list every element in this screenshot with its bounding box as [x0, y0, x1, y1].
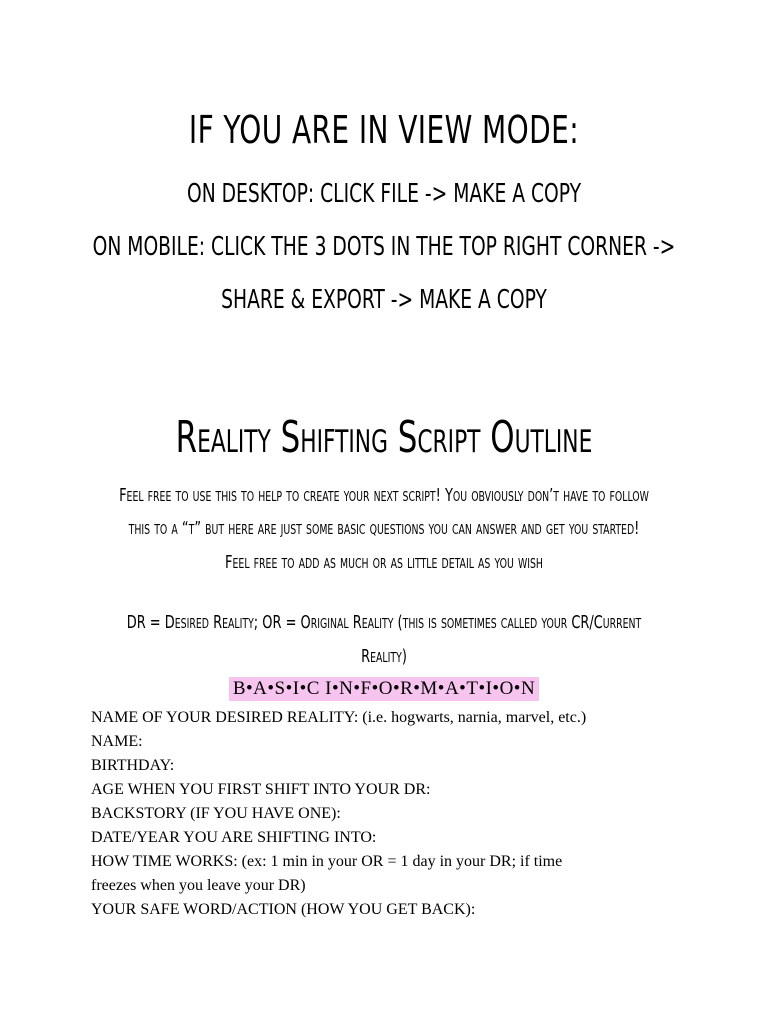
view-mode-instruction-desktop: ON DESKTOP: CLICK FILE -> MAKE A COPY: [186, 179, 581, 209]
field-age-first-shift: AGE WHEN YOU FIRST SHIFT INTO YOUR DR:: [91, 781, 431, 798]
field-date-year: DATE/YEAR YOU ARE SHIFTING INTO:: [91, 829, 377, 846]
intro-line: Feel free to add as much or as little detail as you wish: [225, 552, 543, 573]
section-heading-basic-information: B•A•S•I•C I•N•F•O•R•M•A•T•I•O•N: [229, 677, 539, 701]
view-mode-instruction-mobile: ON MOBILE: CLICK THE 3 DOTS IN THE TOP RIGHT CORNER ->: [92, 232, 676, 262]
field-birthday: BIRTHDAY:: [91, 757, 175, 774]
definition-line: Reality): [361, 646, 407, 667]
intro-line: this to a “t” but here are just some basic questions you can answer and get you started!: [128, 518, 640, 539]
field-safe-word: YOUR SAFE WORD/ACTION (HOW YOU GET BACK):: [91, 901, 476, 918]
field-how-time-works-continued: freezes when you leave your DR): [91, 877, 306, 894]
field-how-time-works: HOW TIME WORKS: (ex: 1 min in your OR = 1 day in your DR; if time: [91, 853, 563, 870]
field-backstory: BACKSTORY (IF YOU HAVE ONE):: [91, 805, 341, 822]
section-heading-container: [0, 677, 768, 701]
intro-line: Feel free to use this to help to create your next script! You obviously don’t have to follow: [119, 485, 649, 506]
field-list: [91, 706, 651, 922]
document-title: Reality Shifting Script Outline: [175, 412, 593, 463]
field-desired-reality-name: NAME OF YOUR DESIRED REALITY: (i.e. hogwarts, narnia, marvel, etc.): [91, 709, 587, 726]
view-mode-instruction-mobile-continued: SHARE & EXPORT -> MAKE A COPY: [221, 285, 547, 315]
definition-line: DR = Desired Reality; OR = Original Reality (this is sometimes called your CR/Current: [126, 612, 642, 633]
view-mode-title: IF YOU ARE IN VIEW MODE:: [188, 108, 580, 152]
field-name: NAME:: [91, 733, 143, 750]
